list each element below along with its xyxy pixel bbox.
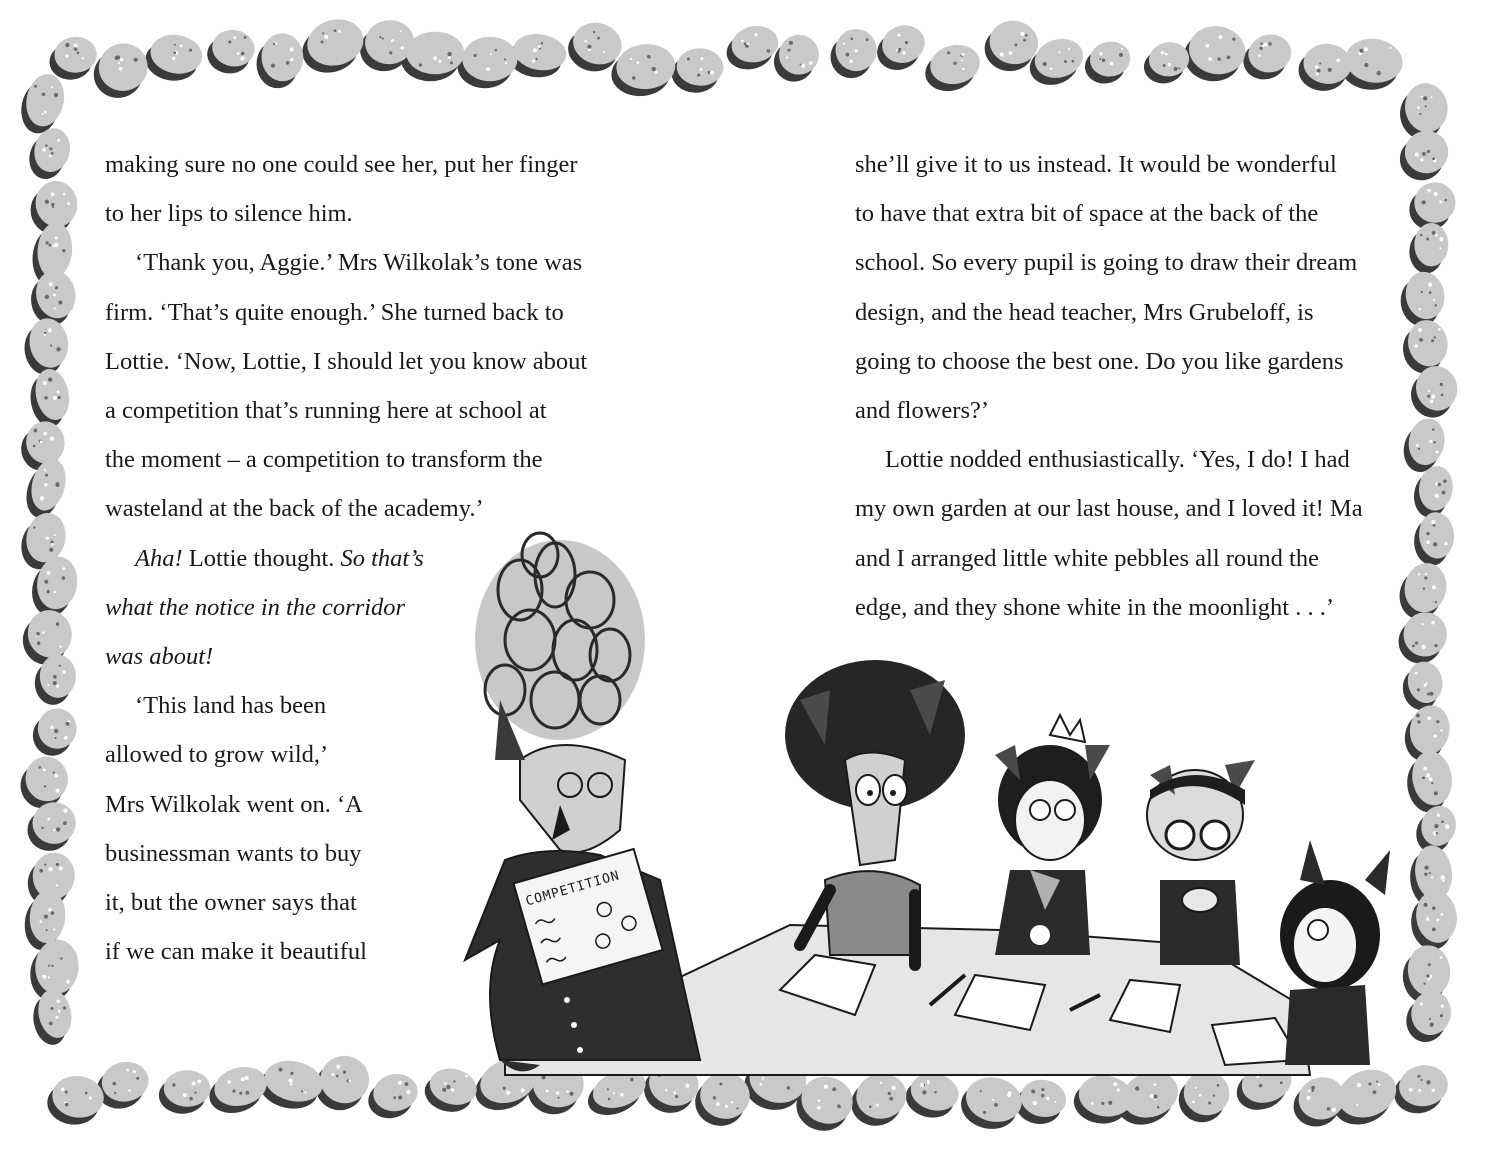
text-line (105, 534, 645, 583)
text-line: firm. ‘That’s quite enough.’ She turned back to (105, 298, 564, 326)
text-line (105, 583, 645, 632)
text-line: ‘This land has been (135, 692, 327, 720)
text-line: my own garden at our last house, and I loved it! Ma (855, 495, 1363, 523)
student-glasses (1147, 760, 1255, 965)
text-line: the moment – a competition to transform the (105, 446, 543, 474)
text-line: to have that extra bit of space at the back of the (855, 200, 1319, 228)
text-line: ‘Thank you, Aggie.’ Mrs Wilkolak’s tone was (135, 249, 583, 277)
text-line: going to choose the best one. Do you like gardens (855, 347, 1344, 375)
right-page-text (855, 140, 1415, 632)
text-line: and I arranged little white pebbles all round the (855, 544, 1319, 572)
text-line: businessman wants to buy (105, 839, 362, 867)
text-line: edge, and they shone white in the moonlight . . .’ (855, 593, 1335, 621)
text-line: to her lips to silence him. (105, 200, 353, 228)
text-line: design, and the head teacher, Mrs Grubeloff, is (855, 298, 1314, 326)
student-dark-hair (1280, 840, 1390, 1065)
left-page-text (105, 140, 645, 976)
text-line: she’ll give it to us instead. It would be wonderful (855, 151, 1337, 178)
text-line (105, 632, 645, 681)
text-line: a competition that’s running here at school at (105, 397, 547, 425)
student-bob-hair (995, 715, 1110, 955)
italic-text: what the notice in the corridor (105, 593, 406, 621)
text-line: allowed to grow wild,’ (105, 741, 329, 769)
poster-title: COMPETITION (524, 868, 622, 910)
italic-text: Aha! (135, 544, 183, 572)
italic-text: was about! (105, 643, 214, 671)
text-line: and flowers?’ (855, 397, 990, 425)
student-curly-hair (785, 660, 965, 965)
text-line: it, but the owner says that (105, 889, 357, 917)
text-line: school. So every pupil is going to draw their dream (855, 249, 1358, 277)
text-run: Lottie thought. (182, 544, 341, 572)
text-line: Lottie nodded enthusiastically. ‘Yes, I do! I had (885, 446, 1350, 474)
text-line: if we can make it beautiful (105, 938, 367, 966)
italic-text: So that’s (340, 544, 424, 572)
text-line: Lottie. ‘Now, Lottie, I should let you know about (105, 347, 588, 375)
text-line: Mrs Wilkolak went on. ‘A (105, 790, 363, 818)
text-line: wasteland at the back of the academy.’ (105, 495, 484, 523)
text-line: making sure no one could see her, put her finger (105, 151, 578, 178)
